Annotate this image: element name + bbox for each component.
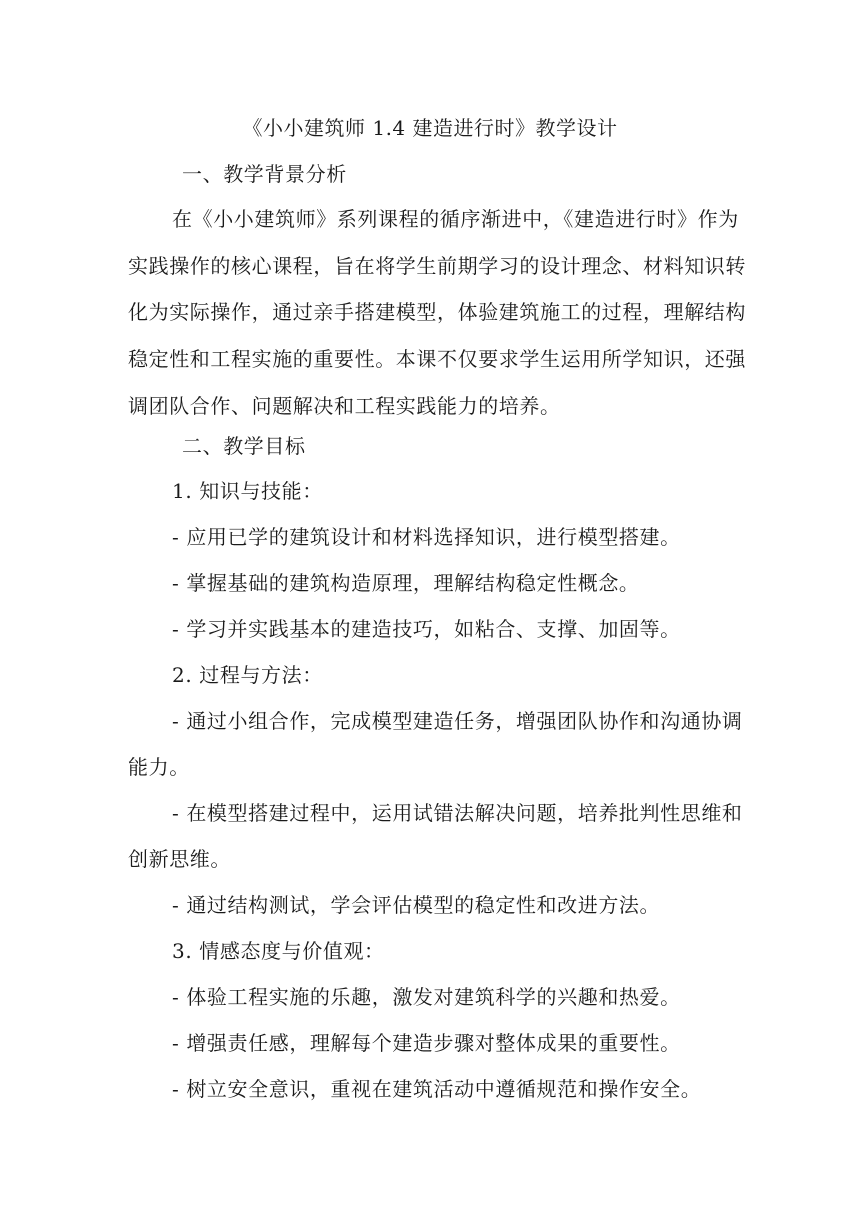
paragraph-line: 稳定性和工程实施的重要性。本课不仅要求学生运用所学知识，还强 (128, 347, 746, 371)
goal-item: - 掌握基础的建筑构造原理，理解结构稳定性概念。 (172, 571, 640, 595)
goal-item: - 通过结构测试，学会评估模型的稳定性和改进方法。 (172, 893, 661, 917)
document-title: 《小小建筑师 1.4 建造进行时》教学设计 (242, 116, 618, 140)
section-heading-goals: 二、教学目标 (182, 434, 306, 458)
section-heading-background: 一、教学背景分析 (182, 162, 347, 186)
paragraph-line: 调团队合作、问题解决和工程实践能力的培养。 (128, 394, 561, 418)
goal-heading-process: 2. 过程与方法： (172, 663, 323, 687)
paragraph-line: 在《小小建筑师》系列课程的循序渐进中，《建造进行时》作为 (172, 207, 739, 231)
goal-heading-knowledge: 1. 知识与技能： (172, 479, 323, 503)
goal-item: - 应用已学的建筑设计和材料选择知识，进行模型搭建。 (172, 525, 681, 549)
goal-item: - 增强责任感，理解每个建造步骤对整体成果的重要性。 (172, 1031, 681, 1055)
goal-item-continuation: 能力。 (128, 755, 190, 779)
paragraph-line: 化为实际操作，通过亲手搭建模型，体验建筑施工的过程，理解结构 (128, 300, 746, 324)
goal-item: - 在模型搭建过程中，运用试错法解决问题，培养批判性思维和 (172, 801, 743, 825)
goal-item: - 学习并实践基本的建造技巧，如粘合、支撑、加固等。 (172, 617, 681, 641)
goal-heading-attitude: 3. 情感态度与价值观： (172, 939, 385, 963)
goal-item: - 通过小组合作，完成模型建造任务，增强团队协作和沟通协调 (172, 709, 743, 733)
goal-item: - 树立安全意识，重视在建筑活动中遵循规范和操作安全。 (172, 1077, 702, 1101)
goal-item-continuation: 创新思维。 (128, 847, 231, 871)
paragraph-line: 实践操作的核心课程，旨在将学生前期学习的设计理念、材料知识转 (128, 254, 746, 278)
goal-item: - 体验工程实施的乐趣，激发对建筑科学的兴趣和热爱。 (172, 985, 681, 1009)
